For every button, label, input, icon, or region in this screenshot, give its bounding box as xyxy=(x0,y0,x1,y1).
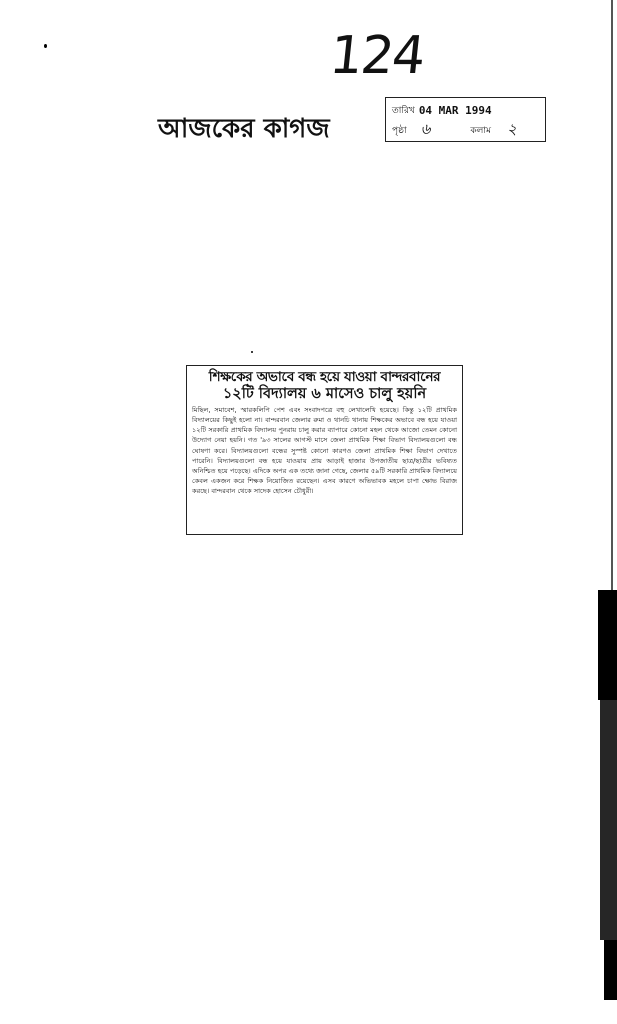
stamp-column-value: ২ xyxy=(506,119,517,138)
stamp-page-value: ৬ xyxy=(420,119,431,138)
newspaper-name: আজকের কাগজ xyxy=(158,114,330,144)
scan-edge-mark xyxy=(611,0,613,590)
stamp-page-label: পৃষ্ঠা xyxy=(392,125,407,136)
headline-line-2: ১২টি বিদ্যালয় ৬ মাসেও চালু হয়নি xyxy=(222,385,427,402)
clipping-stamp xyxy=(385,97,546,142)
stamp-date-label: তারিখ xyxy=(392,105,415,116)
scan-edge-mark xyxy=(600,700,617,940)
headline-line-1: শিক্ষকের অভাবে বন্ধ হয়ে যাওয়া বান্দরবানের xyxy=(208,369,441,385)
scan-edge-mark xyxy=(598,590,617,700)
article-body: মিছিল, সমাবেশ, স্মারকলিপি পেশ এবং সংবাদপত্রে বহু লেখালেখি হয়েছে। কিন্তু ১২টি প্রাথমিক বিদ্যালয়ের কিছুই হলো না। বান্দরবান জেলার রুমা ও থানচি থানায় শিক্ষকের অভাবে বন্ধ হয়ে যাওয়া ১২টি সরকারি প্রাথমিক বিদ্যালয় পুনরায় চালু করার ব্যাপারে কোনো মহল থেকে আজো তেমন কোনো উদ্যোগ নেয়া হয়নি। গত '৯৩ সালের আগস্ট মাসে জেলা প্রাথমিক শিক্ষা বিভাগ বিদ্যালয়গুলো বন্ধ ঘোষণা করে। বিদ্যালয়গুলো বন্ধের সুস্পষ্ট কোনো কারণও জেলা প্রাথমিক শিক্ষা বিভাগ দেখাতে পারেনি। বিদ্যালয়গুলো বন্ধ হয়ে যাওয়ায় প্রায় আড়াই হাজার উপজাতীয় ছাত্র/ছাত্রীর ভবিষ্যত অনিশ্চিত হয়ে পড়েছে। এদিকে অপর এক তথ্যে জানা গেছে, জেলার ৫৯টি সরকারি প্রাথমিক বিদ্যালয়ে কেবল একজন করে শিক্ষক নিয়োজিত রয়েছেন। এসব কারণে অভিভাবক মহলে চাপা ক্ষোভ বিরাজ করছে। বান্দরবান থেকে সাদেক হোসেন চৌধুরী। xyxy=(192,406,457,495)
stamp-date-row xyxy=(392,100,539,120)
stamp-page-row xyxy=(392,120,539,140)
news-clipping xyxy=(186,365,463,535)
scan-speck xyxy=(44,44,47,48)
stamp-column-label: কলাম xyxy=(470,125,491,136)
scan-edge-mark xyxy=(604,940,617,1000)
stamp-date-value: 04 MAR 1994 xyxy=(418,103,492,117)
page-number: 124 xyxy=(326,26,427,86)
scan-speck xyxy=(251,351,253,353)
